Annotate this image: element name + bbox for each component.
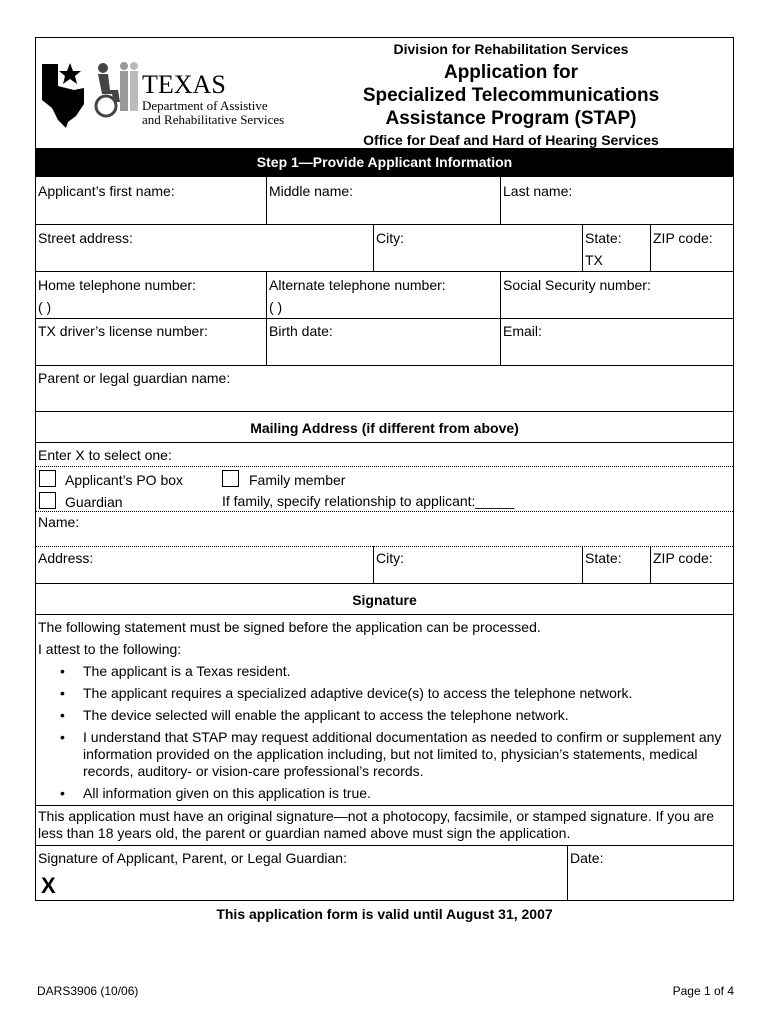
state-label[interactable]: State: — [585, 230, 622, 246]
attest-label: I attest to the following: — [38, 641, 182, 657]
mailing-zip-label[interactable]: ZIP code: — [653, 550, 713, 566]
bullet-4-text: I understand that STAP may request additional documentation as needed to confirm or supplement any information provided on the application including, but not limited to, physician’s statements, medical records, auditory- or vision-care professional’s records. — [83, 729, 722, 779]
logo-texas-text: TEXAS — [142, 70, 226, 99]
bullet-2-text: The applicant requires a specialized adaptive device(s) to access the telephone network. — [83, 685, 633, 701]
email-label[interactable]: Email: — [503, 323, 542, 339]
office-label: Office for Deaf and Hard of Hearing Services — [363, 132, 659, 148]
signature-x-mark[interactable]: X — [41, 873, 56, 898]
zip-label[interactable]: ZIP code: — [653, 230, 713, 246]
mailing-state-label[interactable]: State: — [585, 550, 622, 566]
bullet-5-marker: • — [60, 785, 65, 801]
state-value: TX — [585, 252, 603, 268]
first-name-label[interactable]: Applicant’s first name: — [38, 183, 175, 199]
relationship-label[interactable]: If family, specify relationship to applicant:_____ — [222, 493, 515, 509]
application-form — [35, 37, 734, 901]
page-number: Page 1 of 4 — [672, 984, 734, 998]
step1-heading-bar — [36, 148, 733, 177]
po-box-label: Applicant’s PO box — [65, 472, 184, 488]
last-name-label[interactable]: Last name: — [503, 183, 573, 199]
original-signature-notice: This application must have an original signature—not a photocopy, facsimile, or stamped signature. If you are less than 18 years old, the parent or guardian named above must sign the application. — [38, 808, 714, 841]
home-phone-paren: ( ) — [38, 299, 52, 315]
family-member-checkbox[interactable] — [222, 470, 239, 487]
home-phone-label[interactable]: Home telephone number: — [38, 277, 196, 293]
bullet-3-text: The device selected will enable the applicant to access the telephone network. — [83, 707, 569, 723]
title-line-3: Assistance Program (STAP) — [385, 108, 637, 129]
date-label[interactable]: Date: — [570, 850, 604, 866]
bullet-1-marker: • — [60, 663, 65, 679]
signature-heading: Signature — [352, 592, 417, 608]
logo-dept-line-2: and Rehabilitative Services — [142, 112, 285, 127]
signature-statement: The following statement must be signed before the application can be processed. — [38, 619, 541, 635]
alt-phone-label[interactable]: Alternate telephone number: — [269, 277, 446, 293]
texas-logo-icon — [40, 60, 300, 130]
division-label: Division for Rehabilitation Services — [393, 41, 629, 57]
po-box-checkbox[interactable] — [39, 470, 56, 487]
bullet-1-text: The applicant is a Texas resident. — [83, 663, 291, 679]
bullet-4-marker: • — [60, 729, 65, 745]
bullet-2-marker: • — [60, 685, 65, 701]
guardian-label: Guardian — [65, 494, 123, 510]
guardian-name-label[interactable]: Parent or legal guardian name: — [38, 370, 231, 386]
mailing-address-label[interactable]: Address: — [38, 550, 94, 566]
alt-phone-paren: ( ) — [269, 299, 283, 315]
mailing-city-label[interactable]: City: — [376, 550, 404, 566]
ssn-label[interactable]: Social Security number: — [503, 277, 651, 293]
birth-date-label[interactable]: Birth date: — [269, 323, 333, 339]
dars-logo — [40, 60, 300, 130]
form-id: DARS3906 (10/06) — [37, 984, 139, 998]
middle-name-label[interactable]: Middle name: — [269, 183, 354, 199]
bullet-3-marker: • — [60, 707, 65, 723]
drivers-license-label[interactable]: TX driver’s license number: — [38, 323, 208, 339]
title-line-2: Specialized Telecommunications — [362, 85, 660, 106]
valid-until-text: This application form is valid until August 31, 2007 — [216, 906, 553, 922]
select-one-label: Enter X to select one: — [38, 447, 172, 463]
street-address-label[interactable]: Street address: — [38, 230, 133, 246]
guardian-checkbox[interactable] — [39, 492, 56, 509]
mailing-heading: Mailing Address (if different from above) — [250, 420, 519, 436]
title-line-1: Application for — [443, 62, 579, 83]
mailing-name-label[interactable]: Name: — [38, 514, 80, 530]
logo-dept-line-1: Department of Assistive — [142, 98, 268, 113]
family-member-label: Family member — [249, 472, 346, 488]
city-label[interactable]: City: — [376, 230, 404, 246]
step1-heading: Step 1—Provide Applicant Information — [256, 154, 513, 170]
signature-label: Signature of Applicant, Parent, or Legal Guardian: — [38, 850, 347, 866]
bullet-5-text: All information given on this application is true. — [83, 785, 371, 801]
